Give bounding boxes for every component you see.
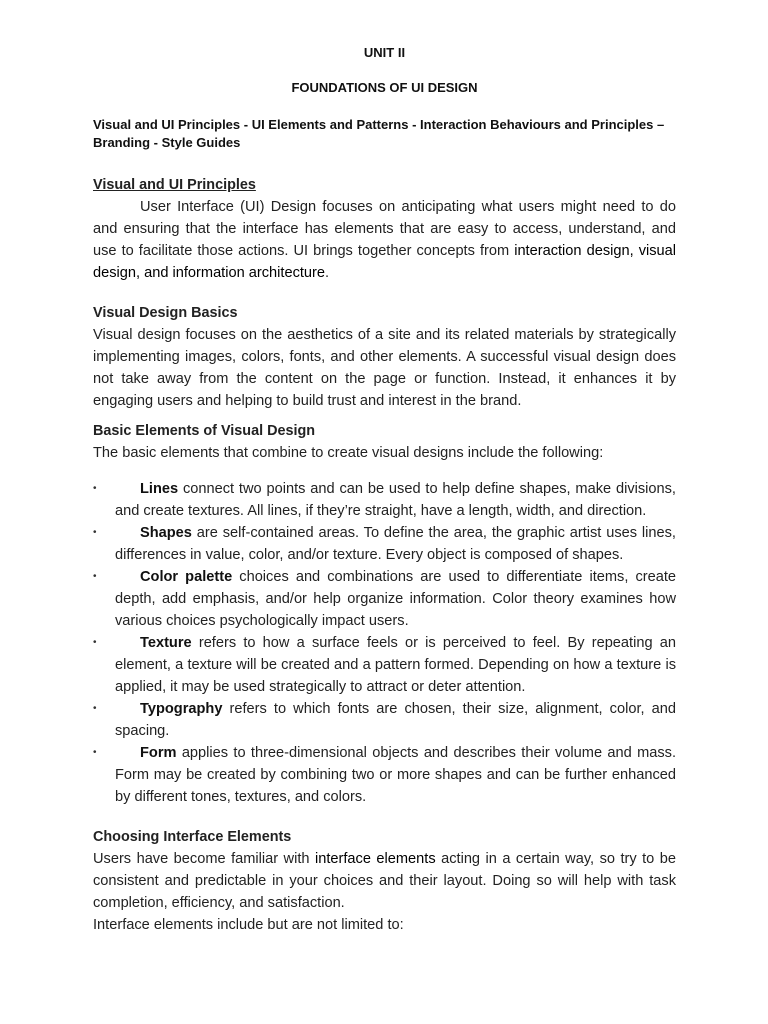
topics-line: Visual and UI Principles - UI Elements and Patterns - Interaction Behaviours and Principles – Branding - Style Guides	[93, 117, 665, 150]
section-heading-choosing: Choosing Interface Elements	[93, 829, 292, 845]
item-text: are self-contained areas. To define the area, the graphic artist uses lines, differences in value, color, and/or texture. Every object is composed of shapes.	[115, 525, 676, 563]
bullet-glyph: •	[93, 483, 97, 494]
term-color-palette: Color palette	[140, 569, 233, 585]
paragraph-text: Users have become familiar with	[93, 851, 315, 867]
unit-title: UNIT II	[363, 45, 406, 60]
bullet-glyph: •	[93, 571, 97, 582]
bullet-glyph: •	[93, 527, 97, 538]
term-typography: Typography	[140, 701, 223, 717]
bullet-glyph: •	[93, 637, 97, 648]
term-form: Form	[140, 745, 177, 761]
paragraph-choosing	[93, 848, 676, 914]
section-heading-visual-ui: Visual and UI Principles	[93, 177, 256, 193]
list-item-color-palette	[93, 566, 676, 632]
paragraph-visual-basics: Visual design focuses on the aesthetics of a site and its related materials by strategically implementing images, colors, fonts, and other elements. A successful visual design does not take away from the content on the page or function. Instead, it enhances it by engaging users and helping to build trust and interest in the brand.	[93, 327, 676, 409]
term-texture: Texture	[140, 635, 192, 651]
elements-list	[93, 478, 676, 808]
section-heading-basic-elements: Basic Elements of Visual Design	[93, 423, 316, 439]
item-text: applies to three-dimensional objects and describes their volume and mass. Form may be created by combining two or more shapes and can be further enhanced by different tones, textures, and colors.	[115, 745, 676, 805]
bullet-glyph: •	[93, 703, 97, 714]
item-text: choices and combinations are used to differentiate items, create depth, add emphasis, and/or help organize information. Color theory examines how various choices psychologically impact users.	[115, 569, 677, 629]
list-item-lines	[93, 478, 676, 522]
bullet-glyph: •	[93, 747, 97, 758]
list-item-texture	[93, 632, 676, 698]
document-content	[93, 45, 676, 936]
term-lines: Lines	[140, 481, 179, 497]
paragraph-visual-ui	[93, 196, 676, 284]
paragraph-end: .	[325, 265, 330, 281]
term-shapes: Shapes	[140, 525, 192, 541]
list-item-typography	[93, 698, 676, 742]
list-item-shapes	[93, 522, 676, 566]
paragraph-text: acting in a certain way, so try to be consistent and predictable in your choices and their layout. Doing so will help with task completion, efficiency, and satisfaction.	[93, 851, 676, 911]
paragraph-text: User Interface (UI) Design focuses on anticipating what users might need to do and ensuring that the interface has elements that are easy to access, understand, and use to facilitate those actions. UI brings together concepts from	[93, 199, 676, 259]
basic-elements-intro: The basic elements that combine to create visual designs include the following:	[93, 445, 604, 461]
paragraph-interface-elements-include: Interface elements include but are not limited to:	[93, 917, 404, 933]
interface-elements-link-text: interface elements	[314, 851, 436, 867]
item-text: refers to how a surface feels or is perceived to feel. By repeating an element, a texture will be created and a pattern formed. Depending on how a texture is applied, it may be used strategically to attract or deter attention.	[115, 635, 676, 695]
concepts-link-text: interaction design, visual design, and information architecture	[93, 243, 676, 281]
document-title: FOUNDATIONS OF UI DESIGN	[291, 80, 478, 95]
list-item-form	[93, 742, 676, 808]
item-text: connect two points and can be used to help define shapes, make divisions, and create textures. All lines, if they’re straight, have a length, width, and direction.	[115, 481, 676, 519]
section-heading-visual-basics: Visual Design Basics	[93, 305, 238, 321]
item-text: refers to which fonts are chosen, their size, alignment, color, and spacing.	[115, 701, 676, 739]
